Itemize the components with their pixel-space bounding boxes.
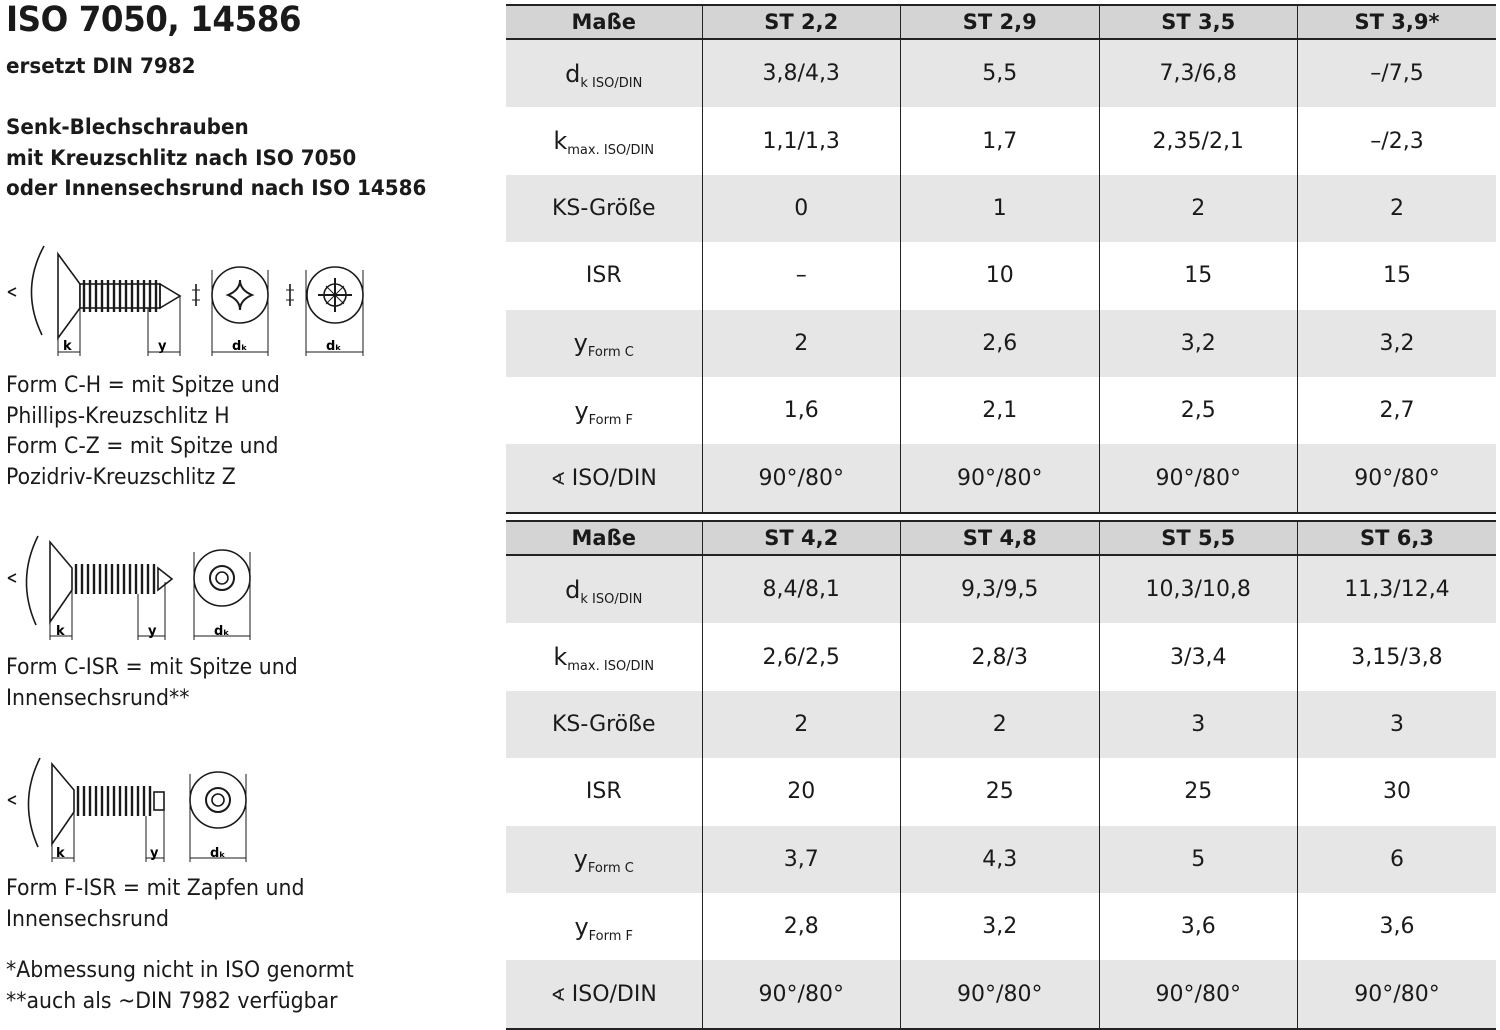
table-cell: –/2,3: [1298, 107, 1497, 174]
caption-line: Innensechsrund**: [6, 685, 190, 711]
label-dk: dₖ: [214, 624, 230, 639]
table-row-yc: [506, 310, 1496, 377]
table-cell: 90°/80°: [702, 960, 901, 1028]
label-y: y: [150, 846, 159, 861]
table-cell: 3,7: [702, 826, 901, 893]
header-cell: ST 3,5: [1099, 5, 1298, 39]
row-label: ISR: [585, 779, 622, 805]
header-cell: ST 4,2: [702, 521, 901, 555]
row-label: $y_{Form F}$: [574, 912, 634, 944]
table-cell: 90°/80°: [901, 444, 1100, 512]
caption-line: Form C-H = mit Spitze und: [6, 373, 280, 398]
table-cell: 3: [1298, 691, 1497, 758]
table-cell: 2,6/2,5: [702, 623, 901, 690]
table-cell: 6: [1298, 826, 1497, 893]
header-cell: Maße: [506, 5, 702, 39]
table-cell: 90°/80°: [1298, 960, 1497, 1028]
dimensions-table-2: [506, 520, 1496, 1030]
table-cell: 4,3: [901, 826, 1100, 893]
table-cell: –/7,5: [1298, 39, 1497, 107]
screw-drawing-c-isr: [0, 530, 270, 645]
table-cell: 3: [1099, 691, 1298, 758]
table-cell: 9,3/9,5: [901, 555, 1100, 623]
table-row-yf: [506, 377, 1496, 444]
table-cell: 1,6: [702, 377, 901, 444]
table-cell: 15: [1298, 242, 1497, 309]
table-cell: 7,3/6,8: [1099, 39, 1298, 107]
label-y: y: [148, 624, 157, 639]
table-cell: 2: [1298, 175, 1497, 242]
caption-line: Form C-Z = mit Spitze und: [6, 434, 279, 459]
row-label: ISR: [585, 263, 622, 289]
table-cell: 3,6: [1298, 893, 1497, 960]
caption-line: Pozidriv-Kreuzschlitz Z: [6, 464, 236, 490]
header-cell: ST 6,3: [1298, 521, 1497, 555]
row-label: $d_{k ISO/DIN}$: [506, 39, 702, 107]
row-label: $d_{k ISO/DIN}$: [506, 555, 702, 623]
table-cell: 90°/80°: [1099, 444, 1298, 512]
table-cell: 5,5: [901, 39, 1100, 107]
table-cell: 2,8/3: [901, 623, 1100, 690]
table-row-dk: [506, 555, 1496, 623]
row-label: KS-Größe: [506, 691, 702, 758]
caption-line: Form C-ISR = mit Spitze und: [6, 655, 298, 680]
table-cell: 2,1: [901, 377, 1100, 444]
table-cell: 10: [901, 242, 1100, 309]
table-row-angle: [506, 444, 1496, 512]
table-cell: 0: [702, 175, 901, 242]
row-label: $y_{Form C}$: [506, 826, 702, 893]
table-cell: 5: [1099, 826, 1298, 893]
label-y: y: [158, 339, 167, 354]
form-f-isr-caption: [6, 874, 304, 935]
caption-line: Phillips-Kreuzschlitz H: [6, 403, 230, 429]
table-cell: 2,6: [901, 310, 1100, 377]
angle-icon: ∢: [550, 984, 566, 1006]
header-cell: ST 2,2: [702, 5, 901, 39]
table-cell: 2: [1099, 175, 1298, 242]
table-cell: –: [702, 242, 901, 309]
caption-line: Innensechsrund: [6, 906, 169, 932]
header-cell: ST 2,9: [901, 5, 1100, 39]
form-ch-cz-caption: [6, 371, 280, 493]
form-c-isr-caption: [6, 653, 298, 714]
product-description: [6, 112, 426, 204]
table-cell: 30: [1298, 758, 1497, 825]
table-cell: 90°/80°: [901, 960, 1100, 1028]
table-cell: 1,1/1,3: [702, 107, 901, 174]
header-cell: Maße: [506, 521, 702, 555]
table-cell: 3/3,4: [1099, 623, 1298, 690]
table-cell: 3,15/3,8: [1298, 623, 1497, 690]
header-cell: ST 3,9*: [1298, 5, 1497, 39]
dimensions-table-1: [506, 4, 1496, 514]
row-label: $y_{Form C}$: [506, 310, 702, 377]
table-cell: 10,3/10,8: [1099, 555, 1298, 623]
table-row-k: [506, 623, 1496, 690]
footnote: *Abmessung nicht in ISO genormt: [6, 958, 354, 983]
caption-line: Form F-ISR = mit Zapfen und: [6, 876, 305, 901]
table-cell: 3,6: [1099, 893, 1298, 960]
description-line: mit Kreuzschlitz nach ISO 7050: [6, 145, 357, 170]
label-dk: dₖ: [326, 339, 342, 354]
page-title: ISO 7050, 14586: [6, 0, 302, 40]
table-row-dk: [506, 39, 1496, 107]
table-cell: 2,35/2,1: [1099, 107, 1298, 174]
table-row-isr: [506, 242, 1496, 309]
description-line: oder Innensechsrund nach ISO 14586: [6, 176, 427, 200]
table-cell: 15: [1099, 242, 1298, 309]
label-k: k: [56, 624, 65, 639]
label-k: k: [63, 339, 72, 354]
label-dk: dₖ: [210, 846, 226, 861]
row-label: ∢ ISO/DIN: [506, 444, 702, 512]
table-cell: 2: [702, 691, 901, 758]
table-cell: 3,2: [1298, 310, 1497, 377]
screw-drawing-ch-cz: [0, 240, 380, 362]
table-cell: 2,7: [1298, 377, 1497, 444]
description-line: Senk-Blechschrauben: [6, 115, 249, 139]
table-row-yc: [506, 826, 1496, 893]
footnote: **auch als ~DIN 7982 verfügbar: [6, 988, 338, 1014]
table-cell: 20: [702, 758, 901, 825]
table-cell: 90°/80°: [1099, 960, 1298, 1028]
row-label: $k_{max. ISO/DIN}$: [553, 643, 655, 675]
row-label: KS-Größe: [506, 175, 702, 242]
table-cell: 25: [901, 758, 1100, 825]
table-cell: 3,8/4,3: [702, 39, 901, 107]
table-cell: 2: [702, 310, 901, 377]
table-row-ks: [506, 175, 1496, 242]
header-cell: ST 4,8: [901, 521, 1100, 555]
row-label: $k_{max. ISO/DIN}$: [553, 127, 655, 159]
table-row-k: [506, 107, 1496, 174]
footnotes: [6, 956, 354, 1017]
table-cell: 11,3/12,4: [1298, 555, 1497, 623]
label-dk: dₖ: [232, 339, 248, 354]
table-cell: 2,8: [702, 893, 901, 960]
left-column: [0, 0, 490, 1022]
table-row-yf: [506, 893, 1496, 960]
table-row-angle: [506, 960, 1496, 1028]
table-cell: 3,2: [1099, 310, 1298, 377]
header-cell: ST 5,5: [1099, 521, 1298, 555]
table-cell: 90°/80°: [702, 444, 901, 512]
table-cell: 2,5: [1099, 377, 1298, 444]
row-label: ∢ ISO/DIN: [506, 960, 702, 1028]
table-header-row: [506, 5, 1496, 39]
table-cell: 25: [1099, 758, 1298, 825]
table-cell: 2: [901, 691, 1100, 758]
table-row-ks: [506, 691, 1496, 758]
row-label: $y_{Form F}$: [574, 396, 634, 428]
table-row-isr: [506, 758, 1496, 825]
angle-icon: ∢: [550, 468, 566, 490]
table-cell: 90°/80°: [1298, 444, 1497, 512]
table-cell: 8,4/8,1: [702, 555, 901, 623]
page-subtitle: ersetzt DIN 7982: [6, 54, 196, 78]
table-cell: 3,2: [901, 893, 1100, 960]
table-header-row: [506, 521, 1496, 555]
table-cell: 1,7: [901, 107, 1100, 174]
table-cell: 1: [901, 175, 1100, 242]
screw-drawing-f-isr: [0, 752, 260, 867]
label-k: k: [56, 846, 65, 861]
